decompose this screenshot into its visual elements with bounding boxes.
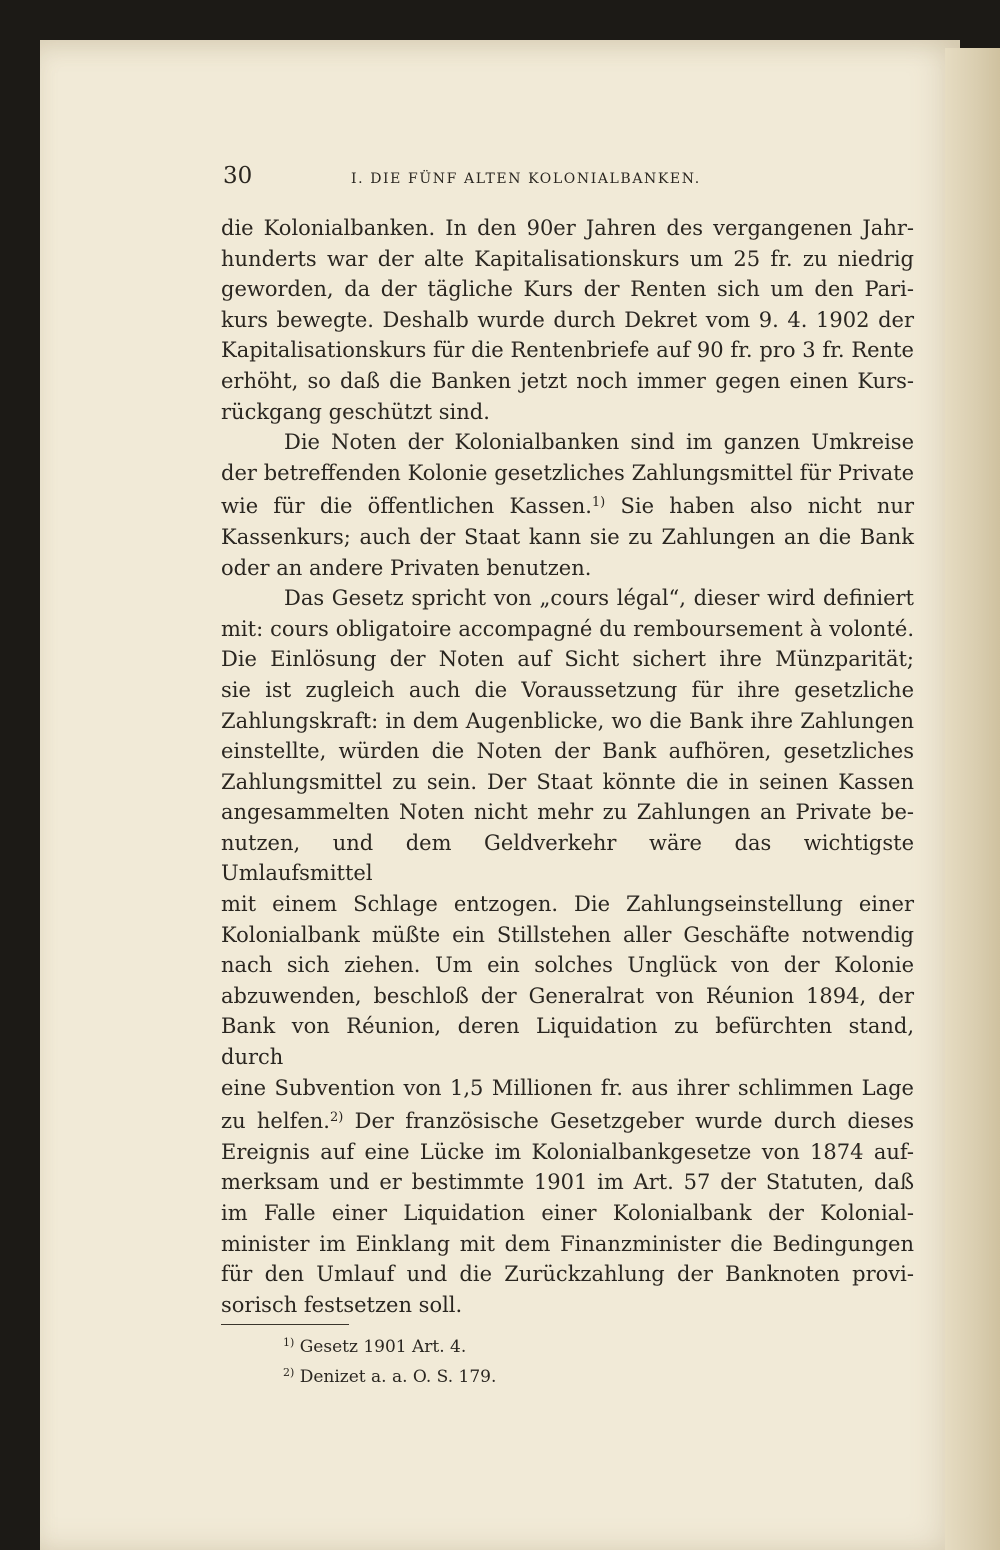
body-text (221, 213, 914, 1390)
text-line: oder an andere Privaten benutzen. (221, 555, 592, 580)
typeset-line (221, 1167, 914, 1198)
paragraph (221, 213, 914, 427)
typeset-line (221, 274, 914, 305)
typeset-line (221, 458, 914, 489)
page-edge (945, 48, 1000, 1550)
footnote-rule (221, 1324, 349, 1325)
typeset-line (221, 583, 914, 614)
text-line: Zahlungsmittel zu sein. Der Staat könnte die in seinen Kassen (221, 769, 914, 794)
typeset-line (221, 1229, 914, 1260)
text-line: der betreffenden Kolonie gesetzliches Zahlungsmittel für Private (221, 460, 914, 485)
paragraph (221, 427, 914, 583)
text-line: mit: cours obligatoire accompagné du remboursement à volonté. (221, 616, 914, 641)
typeset-line (221, 522, 914, 553)
text-line: eine Subvention von 1,5 Millionen fr. aus ihrer schlimmen Lage (221, 1075, 914, 1100)
typeset-line (221, 736, 914, 767)
footnote (283, 1360, 914, 1390)
running-header (223, 163, 914, 199)
typeset-line (221, 1259, 914, 1290)
paragraph (221, 583, 914, 1320)
text-line: Zahlungskraft: in dem Augenblicke, wo die Bank ihre Zahlungen (221, 708, 914, 733)
text-line: Die Noten der Kolonialbanken sind im ganzen Umkreise (284, 430, 914, 455)
typeset-line (221, 1137, 914, 1168)
running-title: I. DIE FÜNF ALTEN KOLONIALBANKEN. (351, 171, 701, 187)
text-line: für den Umlauf und die Zurückzahlung der Banknoten provi- (221, 1262, 914, 1287)
typeset-line (221, 1073, 914, 1104)
text-line: merksam und er bestimmte 1901 im Art. 57 der Statuten, daß (221, 1170, 914, 1195)
text-line: rückgang geschützt sind. (221, 399, 490, 424)
text-line: Kassenkurs; auch der Staat kann sie zu Zahlungen an die Bank (221, 524, 914, 549)
typeset-line (221, 397, 914, 428)
typeset-line (221, 427, 914, 458)
text-line: sie ist zugleich auch die Voraussetzung für ihre gesetzliche (221, 677, 914, 702)
text-line: Kapitalisationskurs für die Rentenbriefe auf 90 fr. pro 3 fr. Rente (221, 338, 914, 363)
typeset-line (221, 706, 914, 737)
typeset-line (221, 981, 914, 1012)
footnote-text: Denizet a. a. O. S. 179. (299, 1367, 497, 1388)
footnote (283, 1330, 914, 1360)
text-line: Kolonialbank müßte ein Stillstehen aller Geschäfte notwendig (221, 922, 914, 947)
typeset-line (221, 366, 914, 397)
typeset-line (221, 1198, 914, 1229)
typeset-line (221, 1103, 914, 1137)
typeset-line (221, 614, 914, 645)
typeset-line (221, 797, 914, 828)
typeset-line (221, 675, 914, 706)
text-line: Die Einlösung der Noten auf Sicht sichert ihre Münzparität; (221, 647, 914, 672)
page-number: 30 (223, 163, 253, 189)
text-line: sorisch festsetzen soll. (221, 1292, 463, 1317)
typeset-line (221, 305, 914, 336)
footnote-reference: 1) (591, 495, 606, 511)
text-line: wie für die öffentlichen Kassen. (221, 494, 592, 519)
text-line: nutzen, und dem Geldverkehr wäre das wichtigste Umlaufsmittel (221, 830, 914, 886)
text-line: Ereignis auf eine Lücke im Kolonialbankgesetze von 1874 auf- (221, 1139, 914, 1164)
typeset-line (221, 213, 914, 244)
typeset-line (221, 553, 914, 584)
footnotes (221, 1330, 914, 1390)
page-content (221, 163, 914, 1390)
typeset-line (221, 1011, 914, 1072)
text-line: im Falle einer Liquidation einer Kolonialbank der Kolonial- (221, 1201, 914, 1225)
text-line: die Kolonialbanken. In den 90er Jahren des vergangenen Jahr- (221, 216, 914, 240)
text-line: minister im Einklang mit dem Finanzminister die Bedingungen (221, 1231, 914, 1256)
text-line: Sie haben also nicht nur (620, 494, 914, 519)
typeset-line (221, 1290, 914, 1321)
typeset-line (221, 488, 914, 522)
typeset-line (221, 950, 914, 981)
text-line: zu helfen. (221, 1109, 330, 1134)
footnote-text: Gesetz 1901 Art. 4. (299, 1337, 467, 1358)
text-line: kurs bewegte. Deshalb wurde durch Dekret vom 9. 4. 1902 der (221, 307, 914, 332)
text-line: hunderts war der alte Kapitalisationskurs um 25 fr. zu niedrig (221, 246, 914, 271)
text-line: Der französische Gesetzgeber wurde durch dieses (354, 1109, 914, 1134)
typeset-line (221, 644, 914, 675)
text-line: angesammelten Noten nicht mehr zu Zahlungen an Private be- (221, 800, 914, 825)
text-line: mit einem Schlage entzogen. Die Zahlungseinstellung einer (221, 892, 914, 917)
text-line: nach sich ziehen. Um ein solches Unglück von der Kolonie (221, 953, 914, 978)
typeset-line (221, 244, 914, 275)
footnote-mark: 2) (283, 1366, 295, 1380)
footnote-mark: 1) (283, 1336, 295, 1350)
text-line: erhöht, so daß die Banken jetzt noch immer gegen einen Kurs- (221, 368, 914, 393)
text-line: Das Gesetz spricht von „cours légal“, dieser wird definiert (284, 586, 914, 611)
typeset-line (221, 335, 914, 366)
typeset-line (221, 828, 914, 889)
typeset-line (221, 889, 914, 920)
text-line: Bank von Réunion, deren Liquidation zu befürchten stand, durch (221, 1014, 914, 1070)
footnote-reference: 2) (329, 1110, 344, 1126)
typeset-line (221, 767, 914, 798)
typeset-line (221, 920, 914, 951)
text-line: einstellte, würden die Noten der Bank aufhören, gesetzliches (221, 739, 914, 764)
text-line: geworden, da der tägliche Kurs der Renten sich um den Pari- (221, 277, 914, 302)
text-line: abzuwenden, beschloß der Generalrat von Réunion 1894, der (221, 983, 914, 1008)
